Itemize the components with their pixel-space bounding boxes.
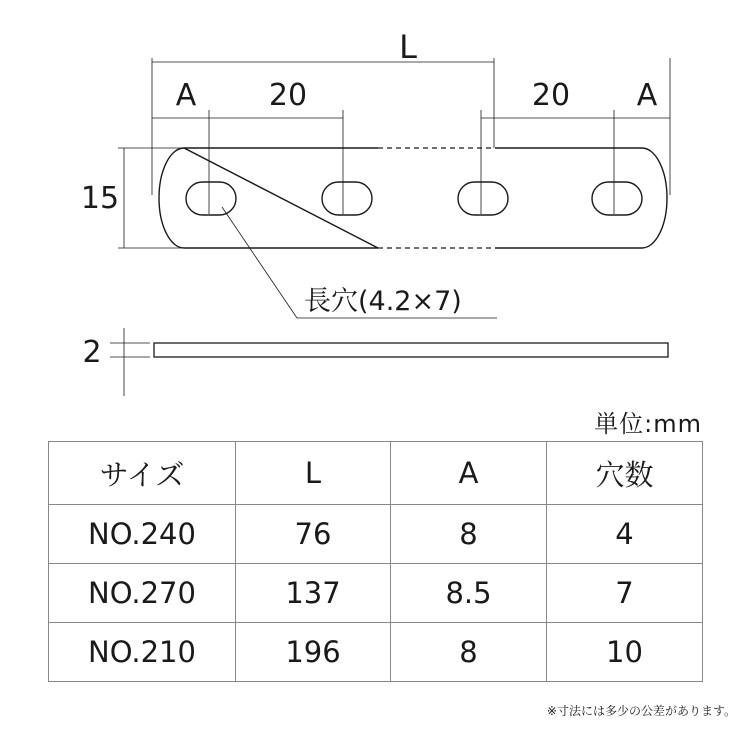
cell-end-distance: 8 [391, 623, 547, 682]
slot-hole-3 [458, 182, 508, 215]
unit-label: 単位:mm [594, 410, 702, 438]
header-end-distance: A [391, 442, 547, 505]
cell-length: 76 [236, 505, 391, 564]
cell-length: 196 [236, 623, 391, 682]
table-header-row [49, 442, 703, 505]
slot-hole-4 [592, 182, 642, 215]
header-hole-count: 穴数 [547, 442, 703, 505]
cell-end-distance: 8.5 [391, 564, 547, 623]
cell-size: NO.240 [49, 505, 236, 564]
dim-end-left-label: A [175, 78, 197, 113]
cell-hole-count: 4 [547, 505, 703, 564]
cell-hole-count: 10 [547, 623, 703, 682]
dim-thickness-label: 2 [82, 335, 102, 370]
header-size: サイズ [49, 442, 236, 505]
dimension-lines [124, 62, 670, 396]
tolerance-footnote: ※寸法には多少の公差があります。 [546, 704, 736, 718]
table-row [49, 623, 703, 682]
hole-spec-label: 長穴(4.2×7) [304, 286, 462, 317]
dim-total-label: L [399, 28, 417, 66]
cell-length: 137 [236, 564, 391, 623]
header-length: L [236, 442, 391, 505]
cell-end-distance: 8 [391, 505, 547, 564]
table-row [49, 564, 703, 623]
size-spec-table [48, 441, 703, 682]
plate-outline [159, 148, 667, 248]
dim-end-right-label: A [636, 78, 658, 113]
cell-size: NO.270 [49, 564, 236, 623]
plate-side-view [154, 343, 668, 357]
slot-hole-1 [186, 182, 236, 215]
cell-hole-count: 7 [547, 564, 703, 623]
dim-width-label: 15 [80, 181, 120, 216]
table-row [49, 505, 703, 564]
dim-pitch-right-label: 20 [531, 78, 571, 113]
cell-size: NO.210 [49, 623, 236, 682]
slot-hole-2 [322, 182, 372, 215]
dim-pitch-left-label: 20 [268, 78, 308, 113]
